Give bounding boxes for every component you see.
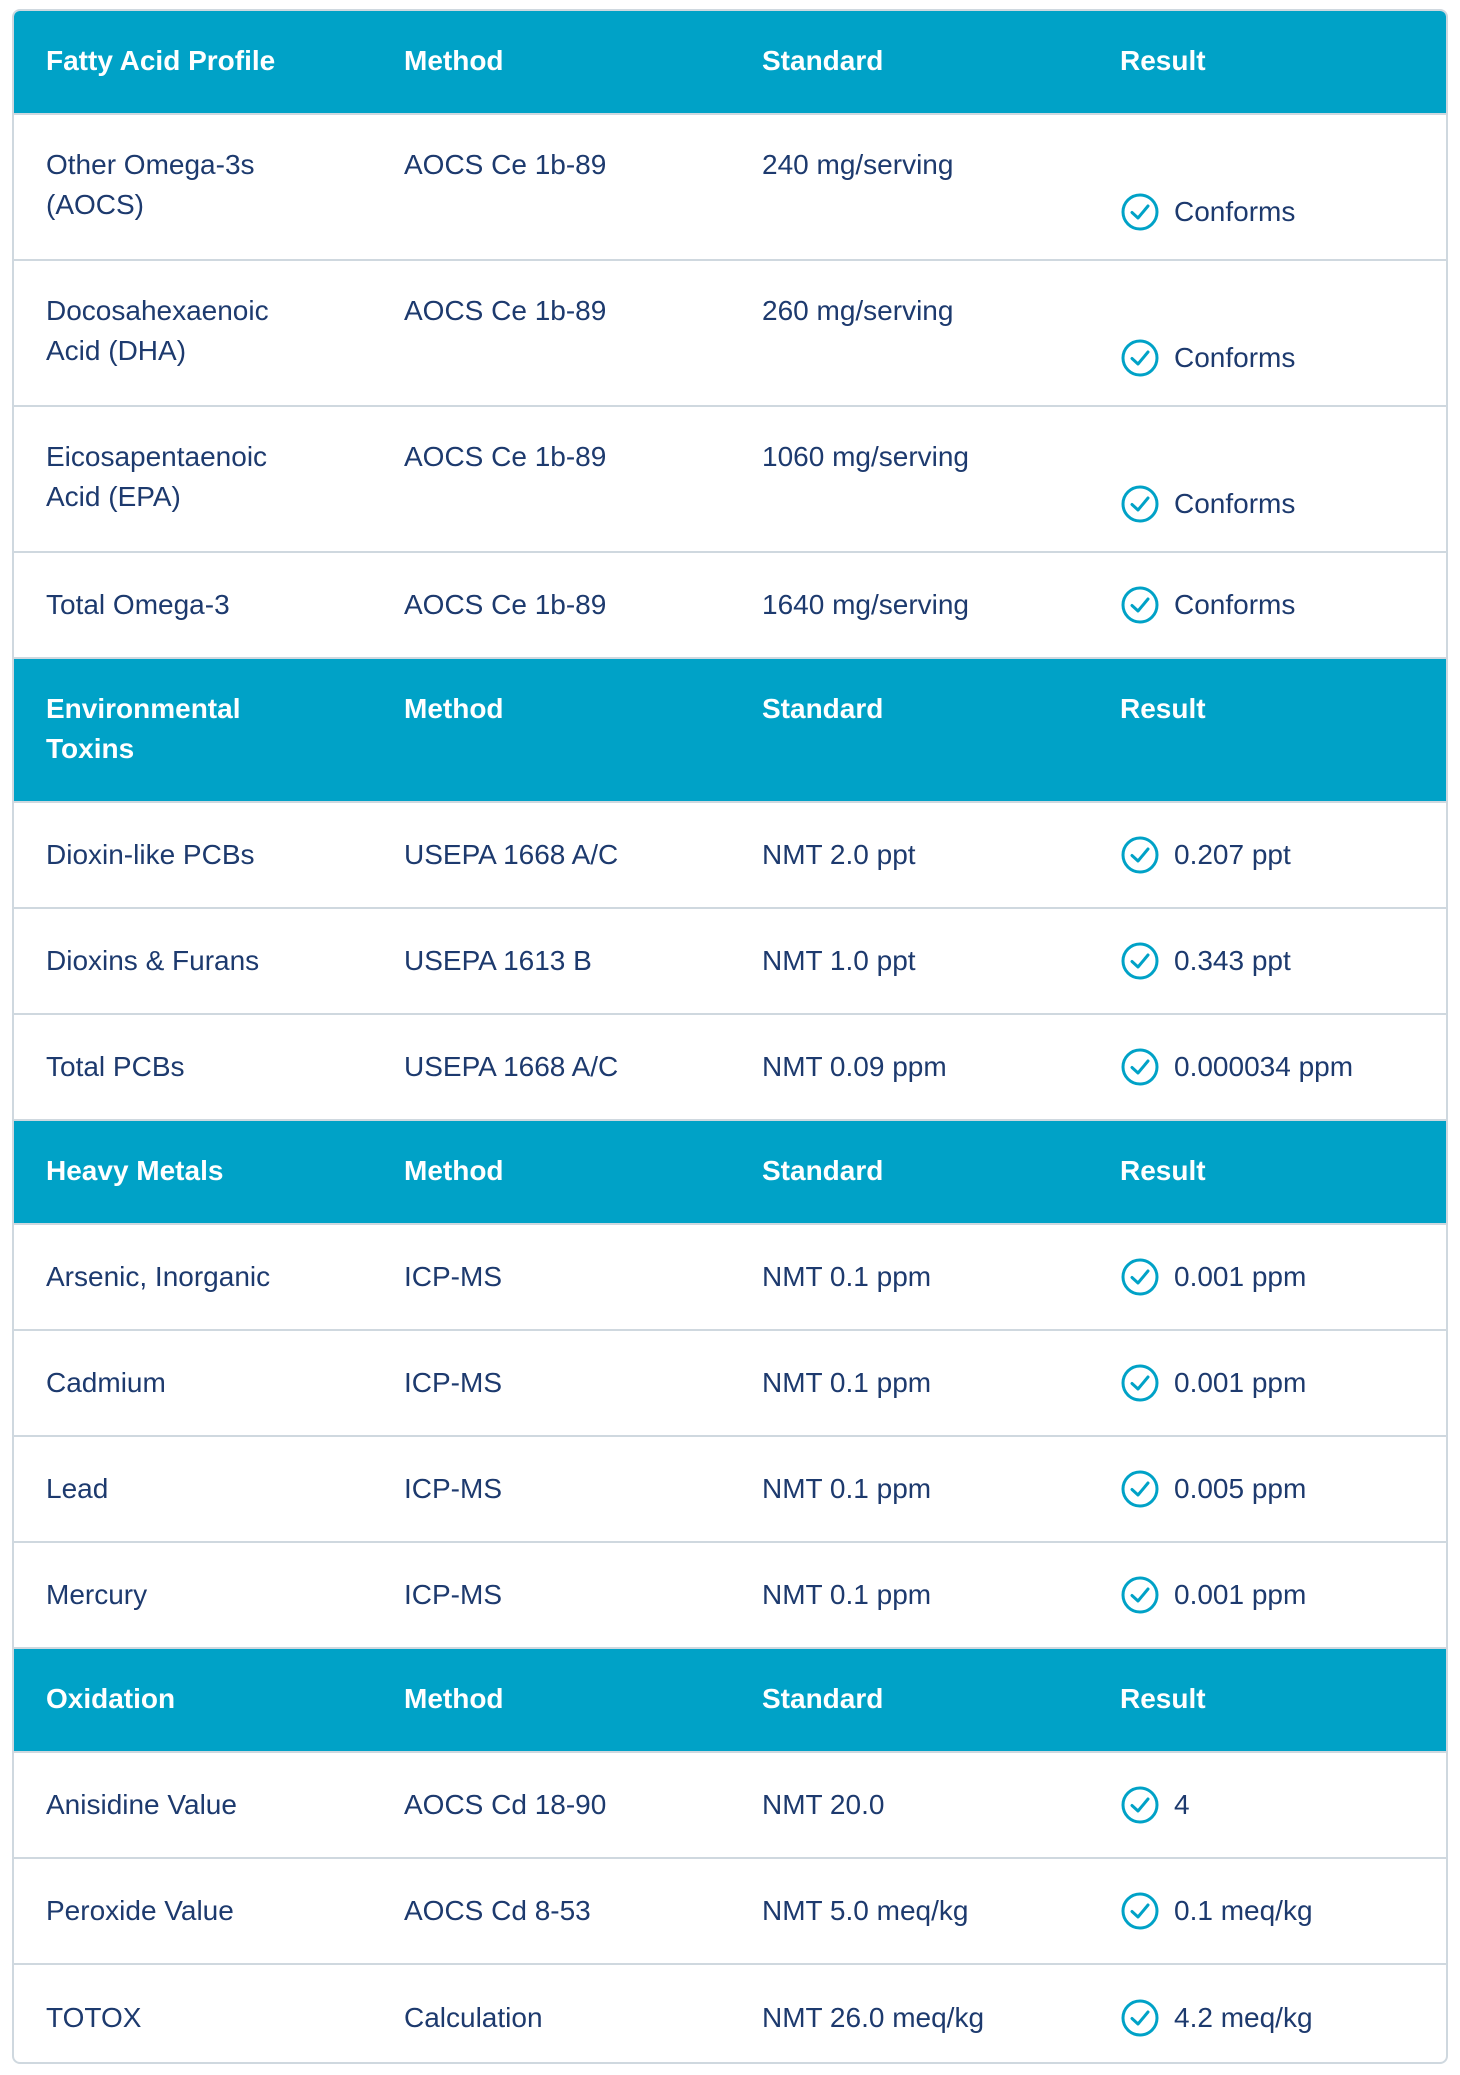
row-standard: 1640 mg/serving xyxy=(762,589,970,620)
result-value: 0.005 ppm xyxy=(1174,1473,1307,1504)
row-method: AOCS Cd 18-90 xyxy=(404,1789,607,1820)
header-standard: Standard xyxy=(762,693,884,724)
row-method: AOCS Ce 1b-89 xyxy=(404,295,607,326)
header-category: Fatty Acid Profile xyxy=(46,45,276,76)
test-results-table xyxy=(12,9,1448,2064)
header-method: Method xyxy=(404,693,504,724)
result-value: 0.1 meq/kg xyxy=(1174,1895,1313,1926)
check-circle-icon xyxy=(1120,484,1160,524)
check-circle-icon xyxy=(1120,1998,1160,2038)
header-standard: Standard xyxy=(762,1683,884,1714)
check-circle-icon xyxy=(1120,585,1160,625)
section-header-fatty-acid-profile xyxy=(14,11,1446,115)
header-method: Method xyxy=(404,1155,504,1186)
section-header-oxidation xyxy=(14,1649,1446,1753)
result-value: 0.001 ppm xyxy=(1174,1261,1307,1292)
row-standard: NMT 0.1 ppm xyxy=(762,1367,932,1398)
check-circle-icon xyxy=(1120,1575,1160,1615)
row-result xyxy=(1088,1257,1446,1297)
row-name: Docosahexaenoic Acid (DHA) xyxy=(46,295,269,366)
section-header-environmental-toxins xyxy=(14,659,1446,803)
row-result xyxy=(1088,1469,1446,1509)
row-result xyxy=(1088,941,1446,981)
header-result: Result xyxy=(1120,1683,1206,1714)
table-row xyxy=(14,1859,1446,1965)
result-value: 0.000034 ppm xyxy=(1174,1051,1354,1082)
row-standard: 1060 mg/serving xyxy=(762,441,970,472)
result-value: 4 xyxy=(1174,1789,1190,1820)
result-value: Conforms xyxy=(1174,488,1296,519)
check-circle-icon xyxy=(1120,338,1160,378)
check-circle-icon xyxy=(1120,835,1160,875)
header-method: Method xyxy=(404,1683,504,1714)
table-row xyxy=(14,803,1446,909)
row-method: AOCS Ce 1b-89 xyxy=(404,149,607,180)
row-standard: NMT 0.1 ppm xyxy=(762,1579,932,1610)
table-row xyxy=(14,261,1446,407)
row-method: ICP-MS xyxy=(404,1579,502,1610)
result-value: 4.2 meq/kg xyxy=(1174,2002,1313,2033)
check-circle-icon xyxy=(1120,1363,1160,1403)
row-result xyxy=(1088,1785,1446,1825)
row-method: ICP-MS xyxy=(404,1473,502,1504)
row-result xyxy=(1088,172,1446,232)
result-value: 0.207 ppt xyxy=(1174,839,1291,870)
header-result: Result xyxy=(1120,45,1206,76)
row-result xyxy=(1088,1575,1446,1615)
row-method: USEPA 1668 A/C xyxy=(404,1051,619,1082)
table-row xyxy=(14,1437,1446,1543)
section-header-heavy-metals xyxy=(14,1121,1446,1225)
row-result xyxy=(1088,318,1446,378)
row-result xyxy=(1088,1998,1446,2038)
row-name: Total Omega-3 xyxy=(46,589,230,620)
row-result xyxy=(1088,464,1446,524)
check-circle-icon xyxy=(1120,941,1160,981)
row-standard: NMT 5.0 meq/kg xyxy=(762,1895,969,1926)
row-result xyxy=(1088,585,1446,625)
header-standard: Standard xyxy=(762,1155,884,1186)
check-circle-icon xyxy=(1120,1891,1160,1931)
result-value: 0.343 ppt xyxy=(1174,945,1291,976)
row-name: Mercury xyxy=(46,1579,148,1610)
table-row xyxy=(14,115,1446,261)
table-row xyxy=(14,553,1446,659)
result-value: 0.001 ppm xyxy=(1174,1367,1307,1398)
header-standard: Standard xyxy=(762,45,884,76)
header-result: Result xyxy=(1120,693,1206,724)
row-standard: NMT 0.1 ppm xyxy=(762,1261,932,1292)
row-standard: NMT 0.09 ppm xyxy=(762,1051,947,1082)
row-result xyxy=(1088,1047,1446,1087)
row-method: USEPA 1668 A/C xyxy=(404,839,619,870)
check-circle-icon xyxy=(1120,192,1160,232)
table-row xyxy=(14,1753,1446,1859)
row-method: AOCS Ce 1b-89 xyxy=(404,589,607,620)
header-method: Method xyxy=(404,45,504,76)
row-result xyxy=(1088,835,1446,875)
result-value: Conforms xyxy=(1174,196,1296,227)
table-row xyxy=(14,1543,1446,1649)
row-method: AOCS Cd 8-53 xyxy=(404,1895,591,1926)
table-row xyxy=(14,909,1446,1015)
row-name: Total PCBs xyxy=(46,1051,185,1082)
result-value: 0.001 ppm xyxy=(1174,1579,1307,1610)
header-result: Result xyxy=(1120,1155,1206,1186)
row-name: Dioxin-like PCBs xyxy=(46,839,255,870)
table-row xyxy=(14,1015,1446,1121)
table-row xyxy=(14,1225,1446,1331)
row-result xyxy=(1088,1363,1446,1403)
check-circle-icon xyxy=(1120,1257,1160,1297)
table-row xyxy=(14,1965,1446,2064)
row-name: Other Omega-3s (AOCS) xyxy=(46,149,255,220)
row-standard: NMT 26.0 meq/kg xyxy=(762,2002,985,2033)
row-method: ICP-MS xyxy=(404,1367,502,1398)
result-value: Conforms xyxy=(1174,589,1296,620)
row-name: TOTOX xyxy=(46,2002,142,2033)
row-name: Peroxide Value xyxy=(46,1895,234,1926)
row-name: Dioxins & Furans xyxy=(46,945,260,976)
row-result xyxy=(1088,1891,1446,1931)
row-method: Calculation xyxy=(404,2002,543,2033)
row-standard: 260 mg/serving xyxy=(762,295,954,326)
row-name: Arsenic, Inorganic xyxy=(46,1261,271,1292)
row-standard: NMT 0.1 ppm xyxy=(762,1473,932,1504)
check-circle-icon xyxy=(1120,1469,1160,1509)
row-standard: NMT 1.0 ppt xyxy=(762,945,916,976)
header-category: Heavy Metals xyxy=(46,1155,224,1186)
table-row xyxy=(14,1331,1446,1437)
row-name: Eicosapentaenoic Acid (EPA) xyxy=(46,441,268,512)
row-method: AOCS Ce 1b-89 xyxy=(404,441,607,472)
row-standard: 240 mg/serving xyxy=(762,149,954,180)
row-standard: NMT 20.0 xyxy=(762,1789,885,1820)
check-circle-icon xyxy=(1120,1785,1160,1825)
row-method: ICP-MS xyxy=(404,1261,502,1292)
header-category: Oxidation xyxy=(46,1683,176,1714)
check-circle-icon xyxy=(1120,1047,1160,1087)
row-name: Cadmium xyxy=(46,1367,166,1398)
row-standard: NMT 2.0 ppt xyxy=(762,839,916,870)
row-name: Anisidine Value xyxy=(46,1789,237,1820)
row-name: Lead xyxy=(46,1473,109,1504)
result-value: Conforms xyxy=(1174,342,1296,373)
header-category: Environmental Toxins xyxy=(46,693,241,764)
row-method: USEPA 1613 B xyxy=(404,945,592,976)
table-row xyxy=(14,407,1446,553)
